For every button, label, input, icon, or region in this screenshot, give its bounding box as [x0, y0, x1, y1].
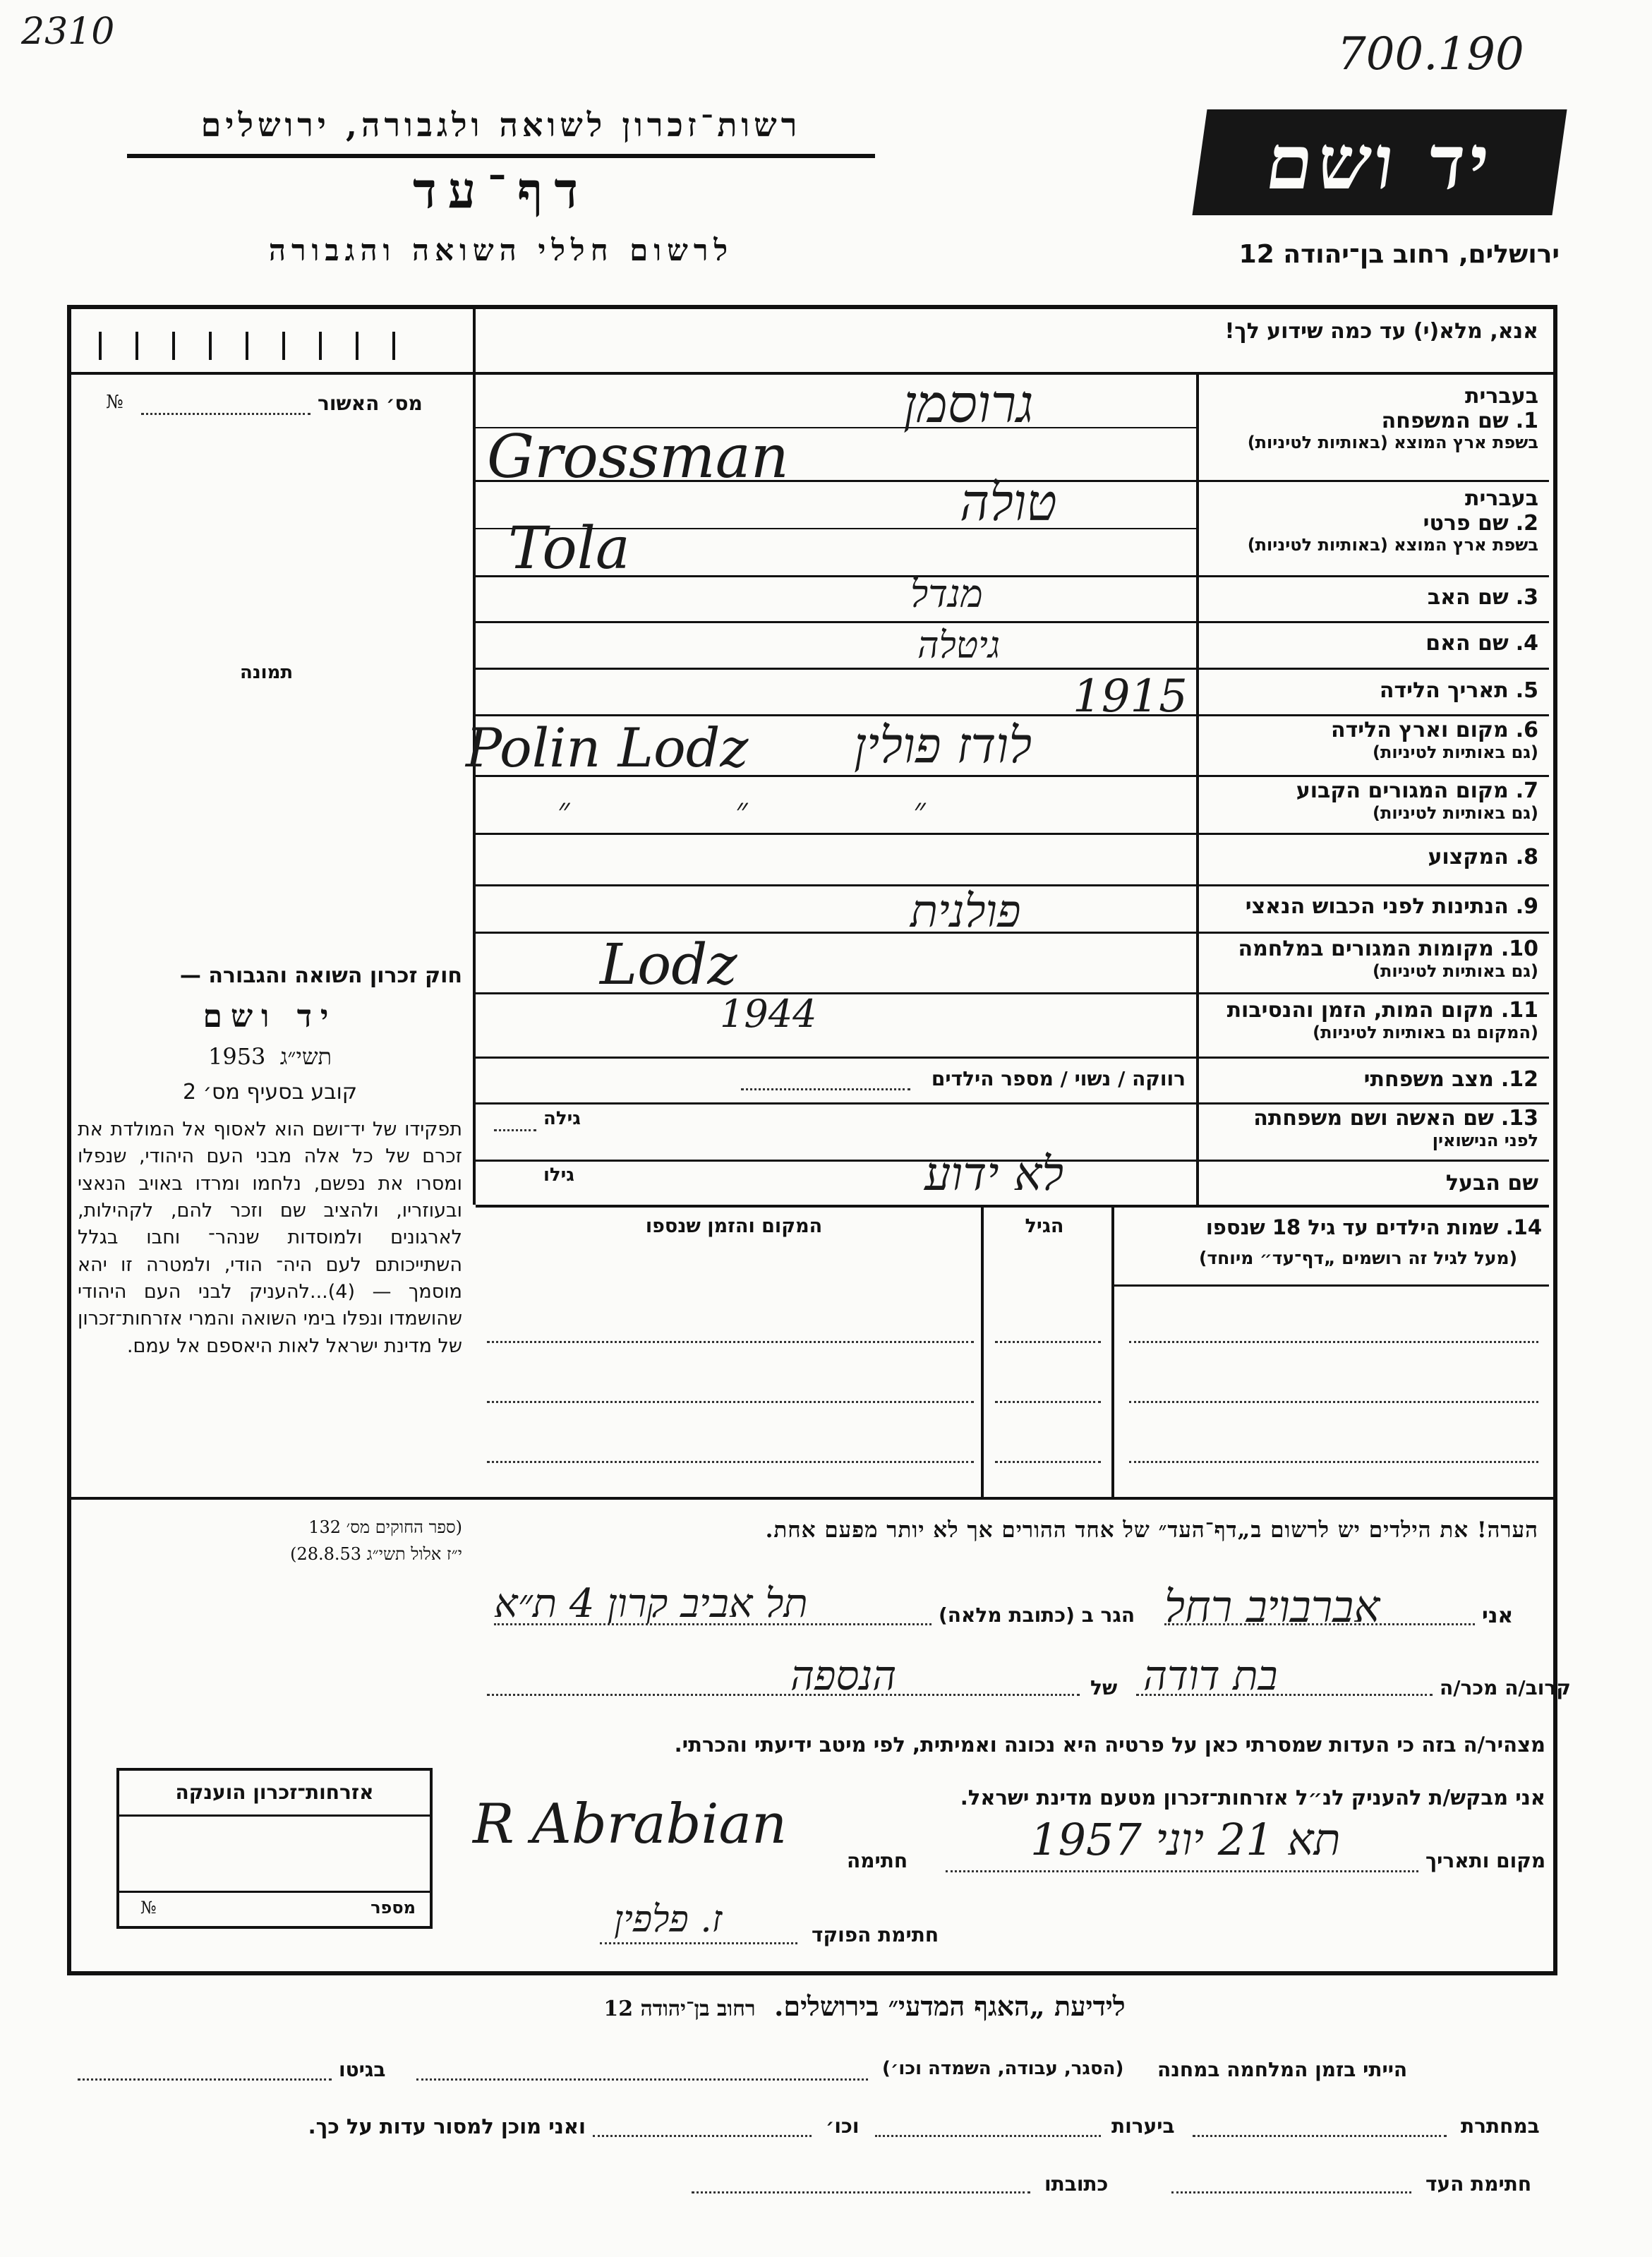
approval-no-symbol: №: [106, 392, 123, 413]
footer-address: רחוב בן־יהודה 12: [603, 1997, 756, 2021]
field-5: [1200, 679, 1538, 704]
certificate-no-symbol: №: [140, 1898, 157, 1918]
place-date-label: מקום ותאריך: [1425, 1849, 1546, 1872]
law-year-row: [78, 1043, 462, 1070]
declarant-ani: אני: [1482, 1603, 1514, 1628]
law-heading: חוק זכרון השואה והגבורה —: [179, 963, 462, 988]
field-9-label: הנתינות לפני הכבוש הנאצי: [1245, 894, 1509, 919]
hw-death: 1944: [720, 992, 817, 1036]
law-year-heb: תשי״ג: [279, 1043, 332, 1070]
hw-firstname-lat: Tola: [508, 515, 630, 582]
header-address: ירושלים, רחוב בן־יהודה 12: [1238, 240, 1560, 269]
relative-label: קרוב/ה מכר/ה: [1440, 1676, 1571, 1699]
certificate-box: [116, 1768, 433, 1929]
field-11-label: מקום המות, הזמן והנסיבות: [1226, 998, 1494, 1023]
field-10: [1200, 937, 1538, 981]
field-4-num: 4.: [1515, 631, 1538, 656]
field-2: [1200, 487, 1538, 555]
field-2-num: 2.: [1515, 510, 1538, 536]
field-6-sub: (גם באותיות לטיניות): [1373, 742, 1538, 762]
tick-boxes: [99, 332, 466, 360]
field-1-heb-prefix: בעברית: [1465, 384, 1538, 409]
marital-options: רווקה / נשוי / מספר הילדים: [931, 1067, 1186, 1090]
yad-vashem-logo: יד ושם: [1192, 109, 1567, 215]
law-clause: קובע בסעיף מס׳ 2: [182, 1080, 358, 1105]
footer-line3-b: כתובתו: [1044, 2172, 1109, 2196]
field-3-label: שם האב: [1427, 585, 1509, 610]
field-6-num: 6.: [1515, 718, 1538, 742]
hw-relation: בת דודה: [1143, 1651, 1278, 1699]
approval-label: מס׳ האשור: [318, 392, 423, 415]
header-subtitle: לרשום חללי השואה והגבורה: [268, 233, 734, 267]
field-10-num: 10.: [1500, 937, 1538, 961]
law-text: תפקידו של יד־ושם הוא לאסוף אל המולדת את זכרם של כל אלה מבני העם היהודי, שנפלו ומסרו את נפשם, נלחמו ומרדו באויב הנאצי ובעוזריו, ולהציב שם וזכר להם, לקהילות, לארגונים ולמוסדות שנהר־ וחבו בגלל השתייכותם לעם היה־ הודי, ולמטרה זו יהא מוסמך — (4)...להעניק לבני העם היהודי שהושמדו ונפלו בימי השואה והמרי אזרחות־זכרון של מדינת ישראל לאות היאספם אל עמם.: [78, 1119, 462, 1357]
field-13-label: שם האשה ושם משפחתה: [1253, 1106, 1494, 1131]
footer-line1-c: בגיטו: [339, 2058, 386, 2081]
hw-firstname-heb: טולה: [960, 473, 1057, 532]
law-source-2: י״ז אלול תשי״ג 28.8.53): [290, 1544, 462, 1564]
law-year: 1953: [207, 1043, 266, 1070]
hw-place-date: תא 21 יוני 1957: [1030, 1814, 1341, 1865]
certificate-number-label: מספר: [370, 1898, 416, 1918]
field-7: [1200, 779, 1538, 823]
field-13-num: 13.: [1500, 1106, 1538, 1131]
field-12: [1200, 1068, 1538, 1093]
field-13: [1200, 1107, 1538, 1150]
hw-birthplace-heb: לודז פולין: [854, 716, 1032, 774]
request: אני מבקש/ת להעניק לנ״ל אזרחות־זכרון מטעם מדינת ישראל.: [960, 1786, 1545, 1810]
field-10-label: מקומות המגורים במלחמה: [1238, 937, 1494, 961]
archive-mark-right: 700.190: [1337, 28, 1524, 80]
field-1-label: שם המשפחה: [1381, 408, 1509, 433]
footer-line2-b: ביערות: [1111, 2114, 1175, 2138]
field-7-sub: (גם באותיות לטיניות): [1373, 802, 1538, 823]
footer-line1-a: הייתי בזמן המלחמה במחנה: [1157, 2058, 1408, 2081]
field-7-num: 7.: [1515, 778, 1538, 803]
children-age-col: הגיל: [1025, 1215, 1064, 1237]
field-2-sub: בשפת ארץ המוצא (באותיות לטיניות): [1247, 535, 1538, 555]
field-4: [1200, 632, 1538, 656]
field-5-label: תאריך הלידה: [1379, 678, 1509, 703]
certificate-title: אזרחות־זכרון הוענקה: [175, 1781, 374, 1804]
husband-age-label: גילו: [543, 1164, 574, 1186]
children-heading: [1122, 1215, 1542, 1239]
field-13-label2: לפני הנישואין: [1432, 1130, 1538, 1150]
field-6: [1200, 718, 1538, 762]
field-11-sub: (המקום גם באותיות לטיניות): [1313, 1022, 1538, 1042]
hw-father: מנדל: [910, 572, 983, 616]
field-husband-label: שם הבעל: [1445, 1171, 1538, 1196]
hw-signature: R Abrabian: [473, 1793, 788, 1856]
hw-birthplace-lat: Polin Lodz: [466, 716, 749, 779]
children-heading-text: שמות הילדים עד גיל 18 שנספו: [1205, 1215, 1499, 1239]
hw-declarant-name: אברבויב רחל: [1164, 1581, 1380, 1632]
remark: הערה! את הילדים יש לרשום ב„דף־העד״ של אחד ההורים אך לא יותר מפעם אחת.: [765, 1517, 1538, 1543]
field-12-label: מצב משפחתי: [1363, 1067, 1494, 1092]
field-10-sub: (גם באותיות לטיניות): [1373, 961, 1538, 981]
hw-address: תל אביב קרון 4 ת״א: [494, 1581, 808, 1627]
hw-wartime-residence: Lodz: [600, 932, 737, 997]
hw-nationality: פולנית: [910, 886, 1021, 938]
field-8: [1200, 845, 1538, 870]
children-note: (מעל לגיל זה רושמים „דף־עד״ מיוחד): [1198, 1248, 1517, 1268]
field-3-num: 3.: [1515, 585, 1538, 610]
instructions: אנא, מלא(י) עד כמה שידוע לך!: [1224, 319, 1538, 344]
law-source-1: (ספר החוקים מס׳ 132: [308, 1517, 462, 1537]
field-11-num: 11.: [1500, 998, 1538, 1023]
field-3: [1200, 586, 1538, 610]
wife-age-label: גילה: [543, 1108, 581, 1129]
hw-husband: לא ידוע: [924, 1147, 1064, 1201]
field-11: [1200, 999, 1538, 1042]
field-9: [1200, 895, 1538, 920]
field-1-num: 1.: [1515, 408, 1538, 433]
footer-line3-a: חתימת העד: [1425, 2172, 1532, 2196]
field-12-num: 12.: [1500, 1067, 1538, 1092]
officer-label: חתימת הפוקד: [812, 1923, 939, 1946]
signature-label: חתימה: [847, 1849, 908, 1872]
footer-line2-d: ואני מוכן למסור עדות על כך.: [308, 2114, 586, 2138]
children-num: 14.: [1505, 1215, 1542, 1239]
field-5-num: 5.: [1515, 678, 1538, 703]
field-9-num: 9.: [1515, 894, 1538, 919]
footer-row: [494, 1990, 1235, 2023]
field-6-label: מקום וארץ הלידה: [1330, 718, 1509, 742]
photo-label: תמונה: [240, 662, 294, 683]
field-4-label: שם האם: [1425, 631, 1509, 656]
declaration: מצהיר/ה בזה כי העדות שמסרתי כאן על פרטיה היא נכונה ואמיתית, לפי מיטב ידיעתי והכרתי.: [674, 1733, 1545, 1757]
field-husband: [1200, 1172, 1538, 1196]
field-1: [1200, 385, 1538, 453]
hw-residence: ״ ״ ״: [557, 790, 1003, 829]
hw-surname-heb: גרוסמן: [903, 374, 1034, 435]
hw-of: הנספה: [790, 1651, 897, 1699]
page-title: דף־עד: [412, 161, 589, 219]
footer-title: לידיעת „האגף המדעי״ בירושלים.: [774, 1990, 1126, 2022]
law-name: יד ושם: [203, 999, 337, 1035]
field-1-sub: בשפת ארץ המוצא (באותיות לטיניות): [1247, 433, 1538, 452]
children-place-col: המקום והזמן שנספו: [645, 1215, 823, 1237]
field-8-num: 8.: [1515, 845, 1538, 869]
field-2-heb-prefix: בעברית: [1465, 486, 1538, 511]
hw-birthdate: 1915: [1073, 670, 1188, 723]
field-7-label: מקום המגורים הקבוע: [1296, 778, 1509, 803]
header-org: רשות־זכרון לשואה ולגבורה, ירושלים: [200, 106, 802, 144]
hw-mother: גיטלה: [917, 625, 1000, 667]
field-8-label: המקצוע: [1428, 845, 1509, 869]
hw-officer: ז. פלפין: [614, 1898, 723, 1941]
footer-line2-c: וכו׳: [826, 2114, 860, 2138]
lives-label: הגר ב (כתובת מלאה): [939, 1603, 1135, 1627]
archive-mark-left: 2310: [21, 11, 115, 53]
footer-line2-a: במחתרת: [1461, 2114, 1540, 2138]
of-label: של: [1090, 1676, 1118, 1699]
footer-line1-b: (הסגר, עבודה, השמדה וכו׳): [882, 2058, 1124, 2079]
field-2-label: שם פרטי: [1423, 510, 1509, 536]
hw-surname-lat: Grossman: [487, 422, 789, 491]
